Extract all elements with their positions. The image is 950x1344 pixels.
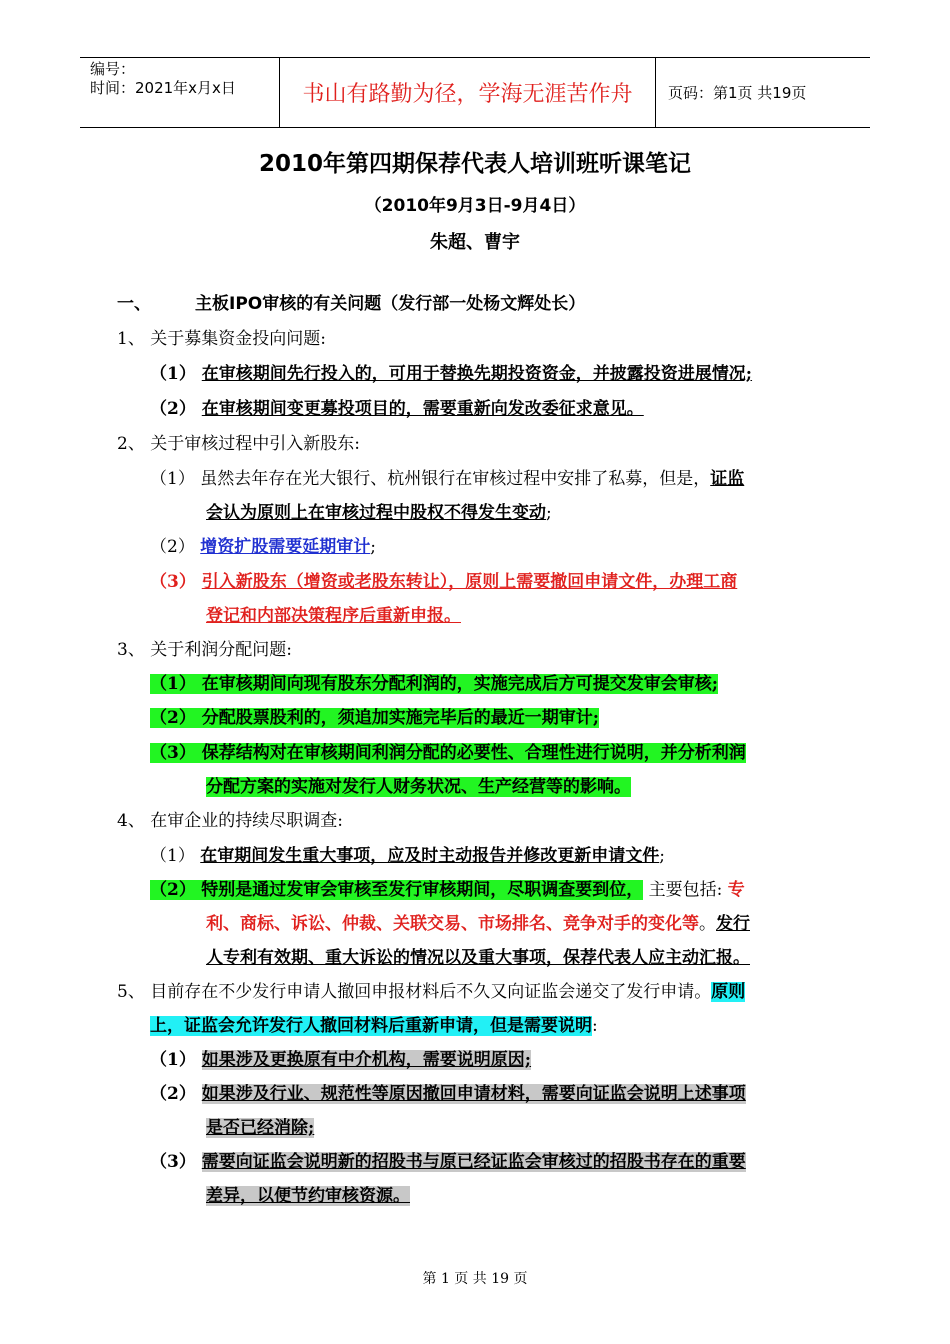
item-5-heading-line-1: 5、 目前存在不少发行申请人撤回申报材料后不久又向证监会递交了发行申请。原则 xyxy=(117,982,746,1002)
item-4-sub-1: （1） 在审期间发生重大事项，应及时主动报告并修改更新申请文件; xyxy=(150,846,665,866)
header-table xyxy=(80,57,870,128)
item-1-sub-2: （2） 在审核期间变更募投项目的，需要重新向发改委征求意见。 xyxy=(150,399,644,419)
item-5-sub-2-line-2: 是否已经消除; xyxy=(206,1118,315,1138)
date-range: （2010年9月3日-9月4日） xyxy=(364,196,586,216)
section-title: 主板IPO审核的有关问题（发行部一处杨文辉处长） xyxy=(195,294,586,314)
item-5-sub-1: （1） 如果涉及更换原有中介机构，需要说明原因; xyxy=(150,1050,532,1070)
authors: 朱超、曹宇 xyxy=(430,232,520,253)
item-1-heading: 1、 关于募集资金投向问题: xyxy=(117,329,326,349)
item-2-heading: 2、 关于审核过程中引入新股东: xyxy=(117,434,360,454)
item-5-sub-3-line-1: （3） 需要向证监会说明新的招股书与原已经证监会审核过的招股书存在的重要 xyxy=(150,1152,746,1172)
item-2-sub-1-line-2: 会认为原则上在审核过程中股权不得发生变动; xyxy=(206,503,552,523)
header-page-info: 页码：第1页 共19页 xyxy=(668,84,807,102)
item-3-sub-2: （2） 分配股票股利的，须追加实施完毕后的最近一期审计; xyxy=(150,708,600,728)
item-3-sub-3-line-2: 分配方案的实施对发行人财务状况、生产经营等的影响。 xyxy=(206,777,631,797)
page-footer: 第 1 页 共 19 页 xyxy=(422,1271,528,1287)
item-3-heading: 3、 关于利润分配问题: xyxy=(117,640,292,660)
document-title: 2010年第四期保荐代表人培训班听课笔记 xyxy=(258,151,691,177)
header-motto: 书山有路勤为径，学海无涯苦作舟 xyxy=(280,58,656,127)
number-label: 编号： xyxy=(90,60,136,78)
header-meta xyxy=(80,58,280,127)
item-1-sub-1: （1） 在审核期间先行投入的，可用于替换先期投资资金，并披露投资进展情况; xyxy=(150,364,753,384)
item-5-sub-2-line-1: （2） 如果涉及行业、规范性等原因撤回申请材料，需要向证监会说明上述事项 xyxy=(150,1084,746,1104)
time-label: 时间：2021年x月x日 xyxy=(90,79,236,97)
item-4-sub-2-line-1: （2） 特别是通过发审会审核至发行审核期间，尽职调查要到位， 主要包括: 专 xyxy=(150,880,745,900)
item-5-heading-line-2: 上，证监会允许发行人撤回材料后重新申请，但是需要说明: xyxy=(150,1016,598,1036)
item-2-sub-3-line-1: （3） 引入新股东（增资或老股东转让），原则上需要撤回申请文件，办理工商 xyxy=(150,572,738,592)
item-3-sub-1: （1） 在审核期间向现有股东分配利润的，实施完成后方可提交发审会审核; xyxy=(150,674,719,694)
item-4-sub-2-line-3: 人专利有效期、重大诉讼的情况以及重大事项，保荐代表人应主动汇报。 xyxy=(206,948,750,968)
item-2-sub-3-line-2: 登记和内部决策程序后重新申报。 xyxy=(206,606,461,626)
item-2-sub-2: （2） 增资扩股需要延期审计; xyxy=(150,537,376,557)
item-2-sub-1-line-1: （1） 虽然去年存在光大银行、杭州银行在审核过程中安排了私募，但是，证监 xyxy=(150,469,745,489)
item-4-heading: 4、 在审企业的持续尽职调查: xyxy=(117,811,343,831)
item-4-sub-2-line-2: 利、商标、诉讼、仲裁、关联交易、市场排名、竞争对手的变化等。发行 xyxy=(206,914,750,934)
section-heading xyxy=(117,291,585,317)
item-5-sub-3-line-2: 差异，以便节约审核资源。 xyxy=(206,1186,410,1206)
item-3-sub-3-line-1: （3） 保荐结构对在审核期间利润分配的必要性、合理性进行说明，并分析利润 xyxy=(150,743,746,763)
section-number: 一、 xyxy=(117,294,151,314)
